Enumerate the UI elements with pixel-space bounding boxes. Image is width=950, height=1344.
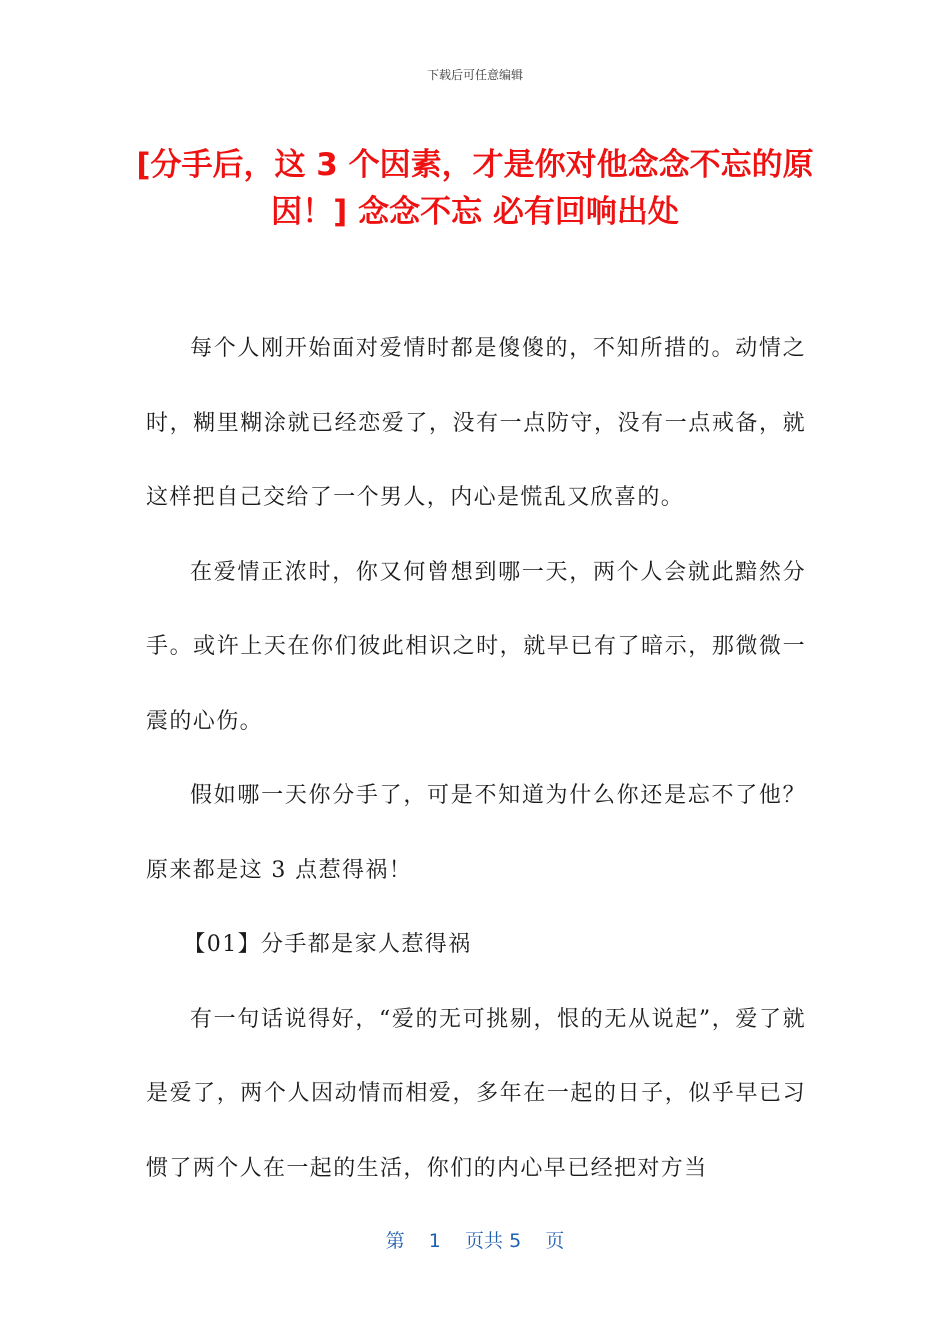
page-footer — [0, 1226, 950, 1253]
document-body — [146, 312, 806, 1206]
footer-page-middle: 页共 — [465, 1230, 504, 1252]
footer-page-number: 1 — [428, 1230, 441, 1252]
header-note: 下载后可任意编辑 — [426, 68, 523, 82]
section-heading-01: 【01】分手都是家人惹得祸 — [183, 932, 472, 957]
paragraph-2: 在爱情正浓时，你又何曾想到哪一天，两个人会就此黯然分手。或许上天在你们彼此相识之时，就早已有了暗示，那微微一震的心伤。 — [146, 559, 806, 734]
footer-total-pages: 5 — [509, 1230, 522, 1252]
paragraph-3: 假如哪一天你分手了，可是不知道为什么你还是忘不了他？原来都是这 3 点惹得祸！ — [146, 783, 806, 883]
footer-page-suffix: 页 — [545, 1230, 565, 1252]
document-title: [分手后，这 3 个因素，才是你对他念念不忘的原因！] 念念不忘 必有回响出处 — [136, 147, 814, 230]
footer-page-prefix: 第 — [385, 1230, 405, 1252]
paragraph-1: 每个人刚开始面对爱情时都是傻傻的，不知所措的。动情之时，糊里糊涂就已经恋爱了，没有一点防守，没有一点戒备，就这样把自己交给了一个男人，内心是慌乱又欣喜的。 — [146, 336, 806, 510]
paragraph-4: 有一句话说得好，“爱的无可挑剔，恨的无从说起”，爱了就是爱了，两个人因动情而相爱，多年在一起的日子，似乎早已习惯了两个人在一起的生活，你们的内心早已经把对方当 — [146, 1006, 806, 1181]
